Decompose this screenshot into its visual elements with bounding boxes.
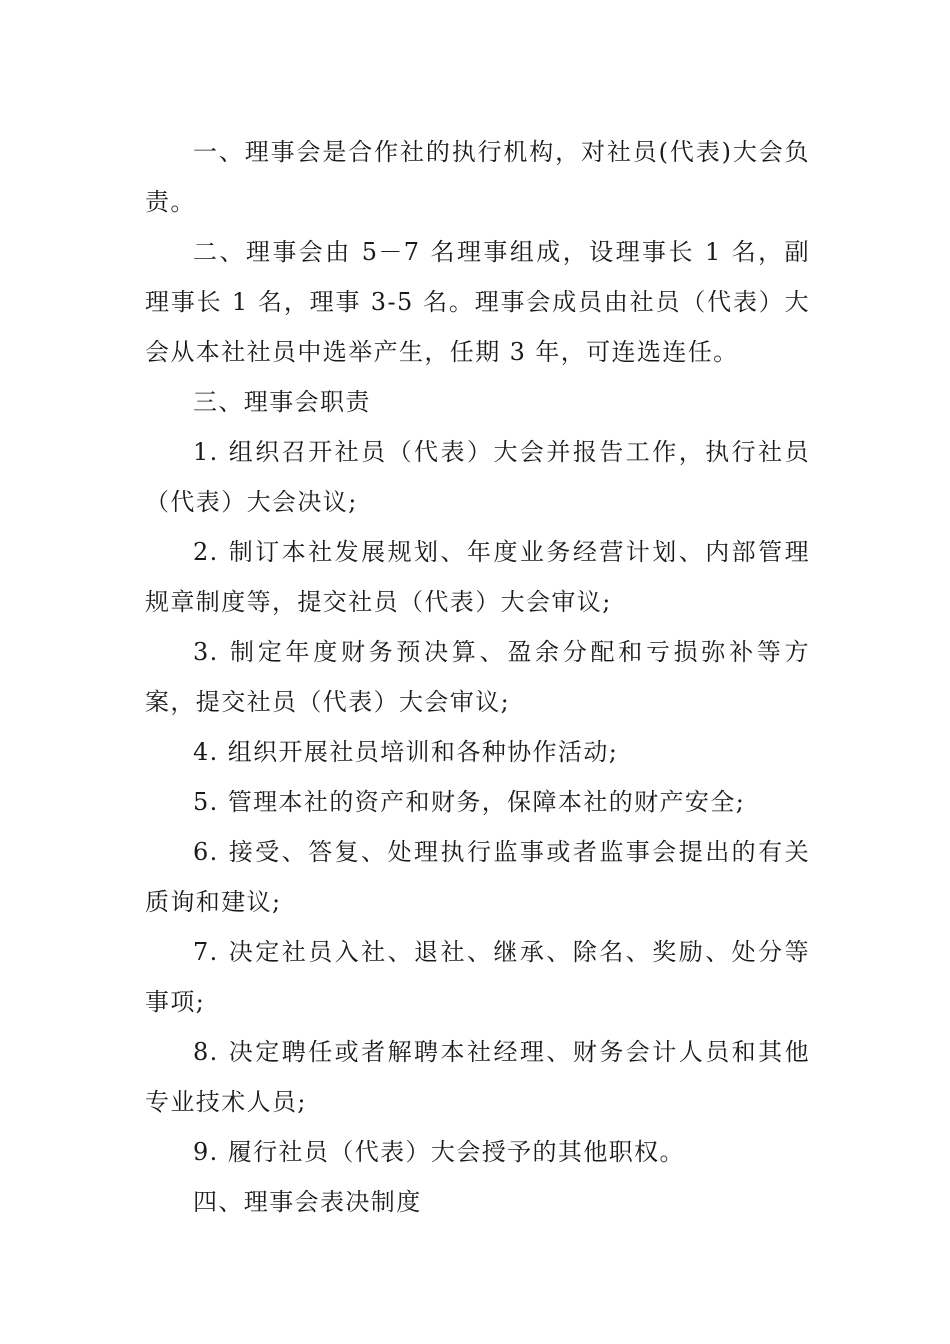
list-item-duty-1: 1. 组织召开社员（代表）大会并报告工作，执行社员（代表）大会决议;	[145, 438, 810, 516]
list-item-duty-3: 3. 制定年度财务预决算、盈余分配和亏损弥补等方案，提交社员（代表）大会审议;	[145, 638, 810, 716]
list-item-duty-4: 4. 组织开展社员培训和各种协作活动;	[193, 738, 619, 766]
list-item-duty-6: 6. 接受、答复、处理执行监事或者监事会提出的有关质询和建议;	[145, 838, 810, 916]
document-body	[145, 127, 810, 1227]
list-item-duty-7: 7. 决定社员入社、退社、继承、除名、奖励、处分等事项;	[145, 938, 810, 1016]
list-item-duty-9: 9. 履行社员（代表）大会授予的其他职权。	[193, 1138, 685, 1166]
list-item-duty-8: 8. 决定聘任或者解聘本社经理、财务会计人员和其他专业技术人员;	[145, 1038, 810, 1116]
paragraph-board-definition: 一、理事会是合作社的执行机构，对社员(代表)大会负责。	[145, 138, 810, 216]
list-item-duty-2: 2. 制订本社发展规划、年度业务经营计划、内部管理规章制度等，提交社员（代表）大会审议;	[145, 538, 810, 616]
section-heading-duties: 三、理事会职责	[193, 388, 371, 416]
list-item-duty-5: 5. 管理本社的资产和财务，保障本社的财产安全;	[193, 788, 746, 816]
paragraph-board-composition: 二、理事会由 5－7 名理事组成，设理事长 1 名，副理事长 1 名，理事 3-5 名。理事会成员由社员（代表）大会从本社社员中选举产生，任期 3 年，可连选连任。	[145, 238, 810, 366]
section-heading-voting: 四、理事会表决制度	[193, 1188, 422, 1216]
